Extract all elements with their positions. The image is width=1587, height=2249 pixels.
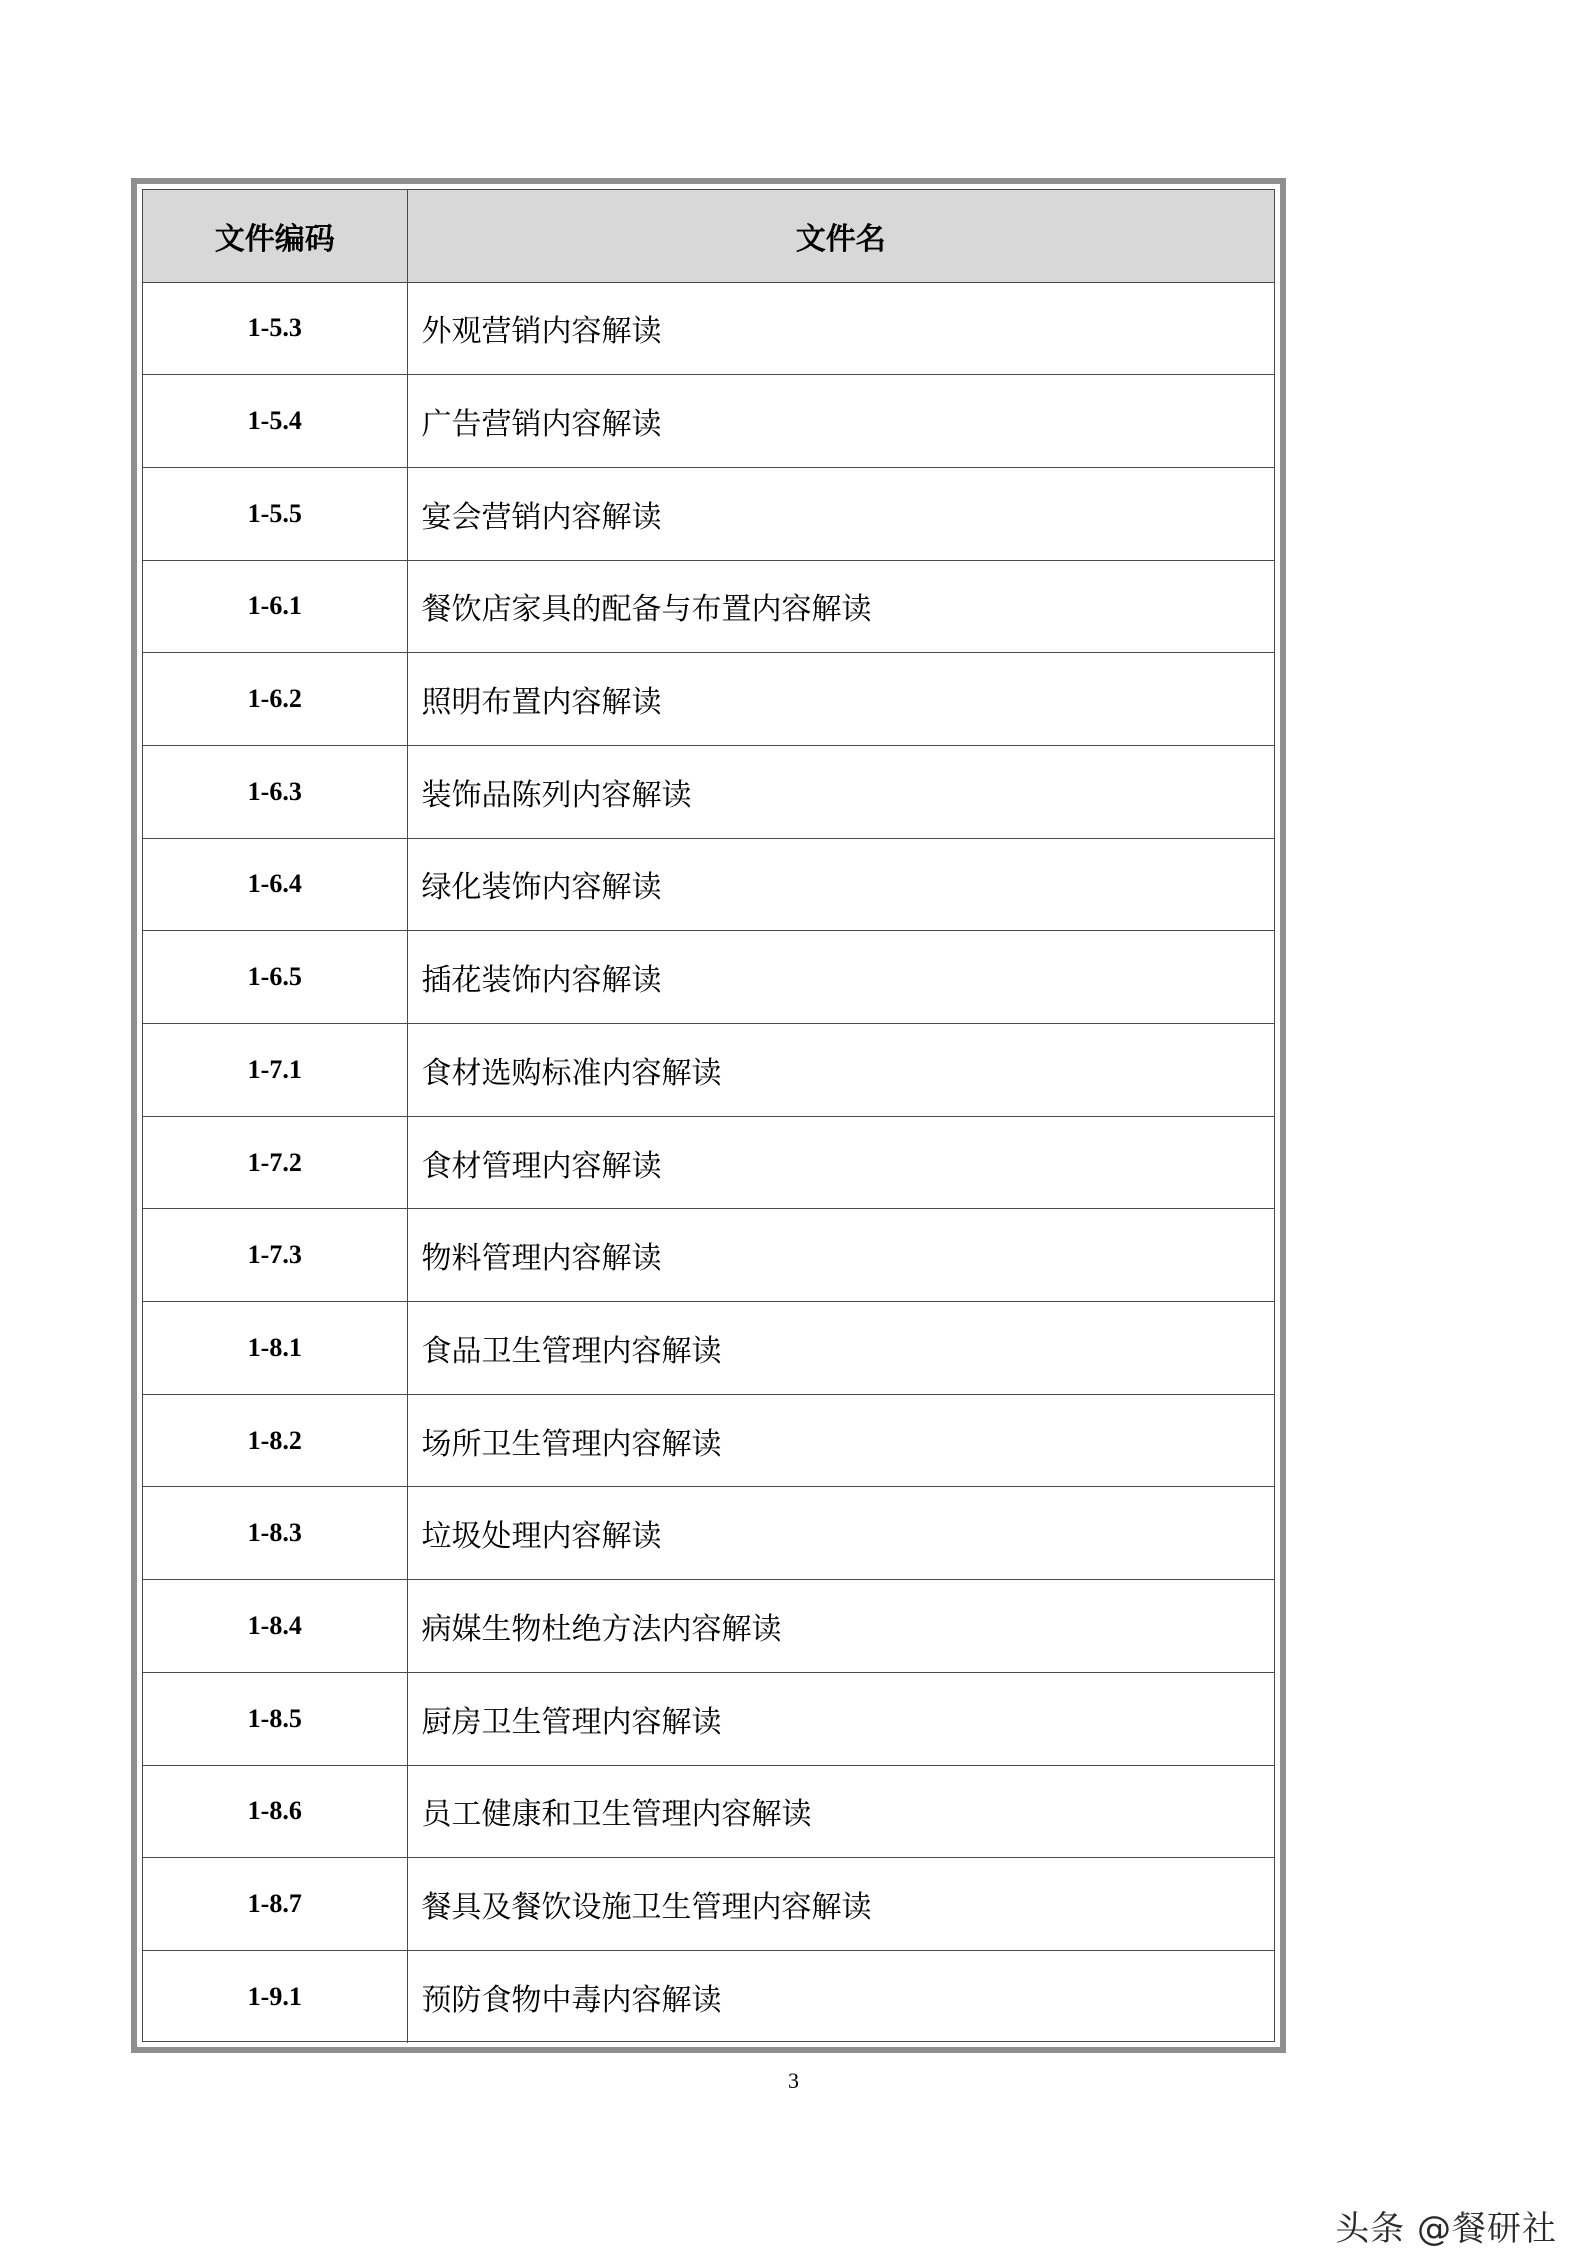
file-index-table [143, 190, 1274, 2043]
table-row [143, 1765, 1274, 1858]
file-code-cell: 1-5.5 [143, 467, 407, 560]
file-code-cell: 1-7.2 [143, 1116, 407, 1209]
table-row [143, 931, 1274, 1024]
table-row [143, 1024, 1274, 1117]
table-row [143, 838, 1274, 931]
file-name-cell: 病媒生物杜绝方法内容解读 [407, 1580, 1274, 1673]
file-code-cell: 1-8.2 [143, 1394, 407, 1487]
file-name-cell: 外观营销内容解读 [407, 282, 1274, 375]
file-code-cell: 1-6.1 [143, 560, 407, 653]
watermark-text: 头条 @餐研社 [1335, 2209, 1557, 2249]
table-row [143, 653, 1274, 746]
table-row [143, 1950, 1274, 2043]
file-name-cell: 厨房卫生管理内容解读 [407, 1672, 1274, 1765]
file-name-cell: 餐具及餐饮设施卫生管理内容解读 [407, 1858, 1274, 1951]
table-header-row [143, 190, 1274, 282]
file-name-cell: 绿化装饰内容解读 [407, 838, 1274, 931]
file-code-cell: 1-8.7 [143, 1858, 407, 1951]
file-code-cell: 1-7.3 [143, 1209, 407, 1302]
table-row [143, 745, 1274, 838]
file-code-cell: 1-8.5 [143, 1672, 407, 1765]
document-table-inner [142, 189, 1275, 2042]
file-code-cell: 1-5.3 [143, 282, 407, 375]
file-name-cell: 宴会营销内容解读 [407, 467, 1274, 560]
table-row [143, 282, 1274, 375]
table-row [143, 560, 1274, 653]
file-name-cell: 照明布置内容解读 [407, 653, 1274, 746]
file-code-cell: 1-8.1 [143, 1302, 407, 1395]
table-row [143, 1394, 1274, 1487]
file-code-cell: 1-6.2 [143, 653, 407, 746]
file-name-cell: 预防食物中毒内容解读 [407, 1950, 1274, 2043]
header-file-code: 文件编码 [143, 190, 407, 282]
file-name-cell: 装饰品陈列内容解读 [407, 745, 1274, 838]
table-row [143, 1858, 1274, 1951]
table-row [143, 1302, 1274, 1395]
table-row [143, 1209, 1274, 1302]
file-code-cell: 1-8.6 [143, 1765, 407, 1858]
table-row [143, 1116, 1274, 1209]
file-name-cell: 广告营销内容解读 [407, 375, 1274, 468]
file-code-cell: 1-6.5 [143, 931, 407, 1024]
table-row [143, 1487, 1274, 1580]
file-name-cell: 场所卫生管理内容解读 [407, 1394, 1274, 1487]
file-name-cell: 员工健康和卫生管理内容解读 [407, 1765, 1274, 1858]
file-code-cell: 1-6.3 [143, 745, 407, 838]
file-name-cell: 食品卫生管理内容解读 [407, 1302, 1274, 1395]
file-code-cell: 1-5.4 [143, 375, 407, 468]
document-table-frame [131, 178, 1286, 2053]
file-name-cell: 食材选购标准内容解读 [407, 1024, 1274, 1117]
file-code-cell: 1-7.1 [143, 1024, 407, 1117]
file-code-cell: 1-9.1 [143, 1950, 407, 2043]
file-name-cell: 插花装饰内容解读 [407, 931, 1274, 1024]
file-code-cell: 1-8.4 [143, 1580, 407, 1673]
file-name-cell: 餐饮店家具的配备与布置内容解读 [407, 560, 1274, 653]
table-row [143, 467, 1274, 560]
file-name-cell: 垃圾处理内容解读 [407, 1487, 1274, 1580]
table-row [143, 375, 1274, 468]
table-row [143, 1580, 1274, 1673]
table-row [143, 1672, 1274, 1765]
file-code-cell: 1-8.3 [143, 1487, 407, 1580]
file-name-cell: 食材管理内容解读 [407, 1116, 1274, 1209]
file-code-cell: 1-6.4 [143, 838, 407, 931]
page-number: 3 [788, 2068, 799, 2093]
header-file-name: 文件名 [407, 190, 1274, 282]
file-name-cell: 物料管理内容解读 [407, 1209, 1274, 1302]
